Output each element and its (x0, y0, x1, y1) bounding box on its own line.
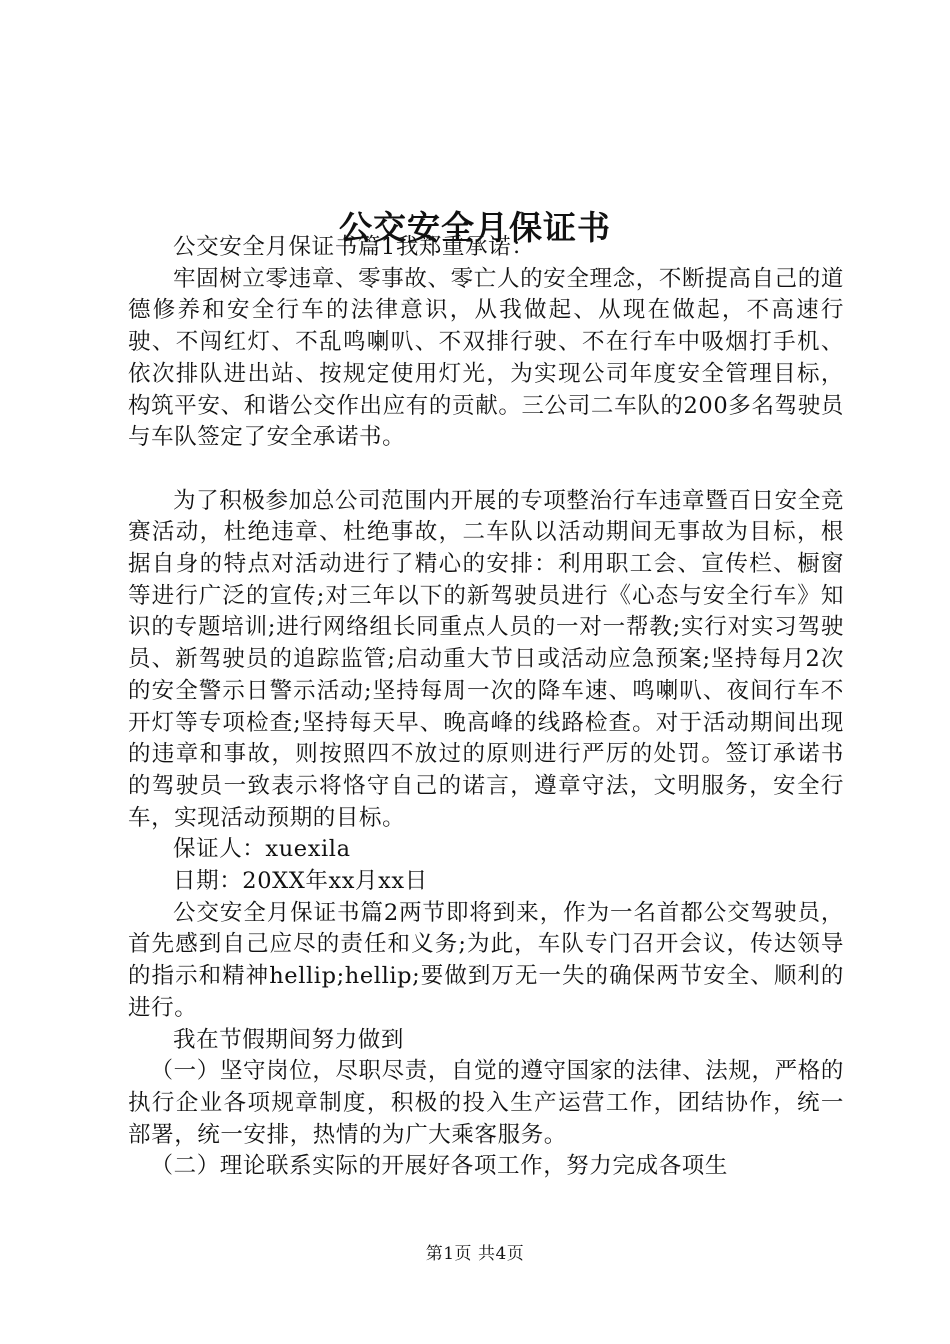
paragraph-item-1: （一）坚守岗位，尽职尽责，自觉的遵守国家的法律、法规，严格的执行企业各项规章制度，积极的投入生产运营工作，团结协作，统一部署，统一安排，热情的为广大乘客服务。 (128, 1058, 844, 1148)
paragraph-activities: 为了积极参加总公司范围内开展的专项整治行车违章暨百日安全竞赛活动，杜绝违章、杜绝事故，二车队以活动期间无事故为目标，根据自身的特点对活动进行了精心的安排：利用职工会、宣传栏、橱窗等进行广泛的宣传;对三年以下的新驾驶员进行《心态与安全行车》知识的专题培训;进行网络组长同重点人员的一对一帮教;实行对实习驾驶员、新驾驶员的追踪监管;启动重大节日或活动应急预案;坚持每月2次的安全警示日警示活动;坚持每周一次的降车速、鸣喇叭、夜间行车不开灯等专项检查;坚持每天早、晚高峰的线路检查。对于活动期间出现的违章和事故，则按照四不放过的原则进行严厉的处罚。签订承诺书的驾驶员一致表示将恪守自己的诺言，遵章守法，文明服务，安全行车，实现活动预期的目标。 (128, 487, 844, 831)
page-number-footer: 第1页 共4页 (425, 1244, 525, 1264)
paragraph-gap (128, 454, 844, 486)
date-line: 日期：20XX年xx月xx日 (173, 868, 428, 895)
paragraph-item-2: （二）理论联系实际的开展好各项工作，努力完成各项生 (150, 1153, 729, 1180)
paragraph-part2: 公交安全月保证书篇2两节即将到来，作为一名首都公交驾驶员，首先感到自己应尽的责任和义务;为此，车队专门召开会议，传达领导的指示和精神hellip;hellip;要做到万无一失的确保两节安全、顺利的进行。 (128, 899, 844, 1021)
guarantor-line: 保证人：xuexila (173, 836, 351, 863)
paragraph-commitment: 牢固树立零违章、零事故、零亡人的安全理念，不断提高自己的道德修养和安全行车的法律意识，从我做起、从现在做起，不高速行驶、不闯红灯、不乱鸣喇叭、不双排行驶、不在行车中吸烟打手机、依次排队进出站、按规定使用灯光，为实现公司年度安全管理目标，构筑平安、和谐公交作出应有的贡献。三公司二车队的200多名驾驶员与车队签定了安全承诺书。 (128, 265, 844, 451)
document-body (128, 232, 844, 1183)
document-title: 公交安全月保证书 (339, 208, 611, 248)
paragraph-holiday-intro: 我在节假期间努力做到 (173, 1026, 405, 1053)
paragraph-intro: 公交安全月保证书篇1我郑重承诺： (173, 234, 535, 260)
